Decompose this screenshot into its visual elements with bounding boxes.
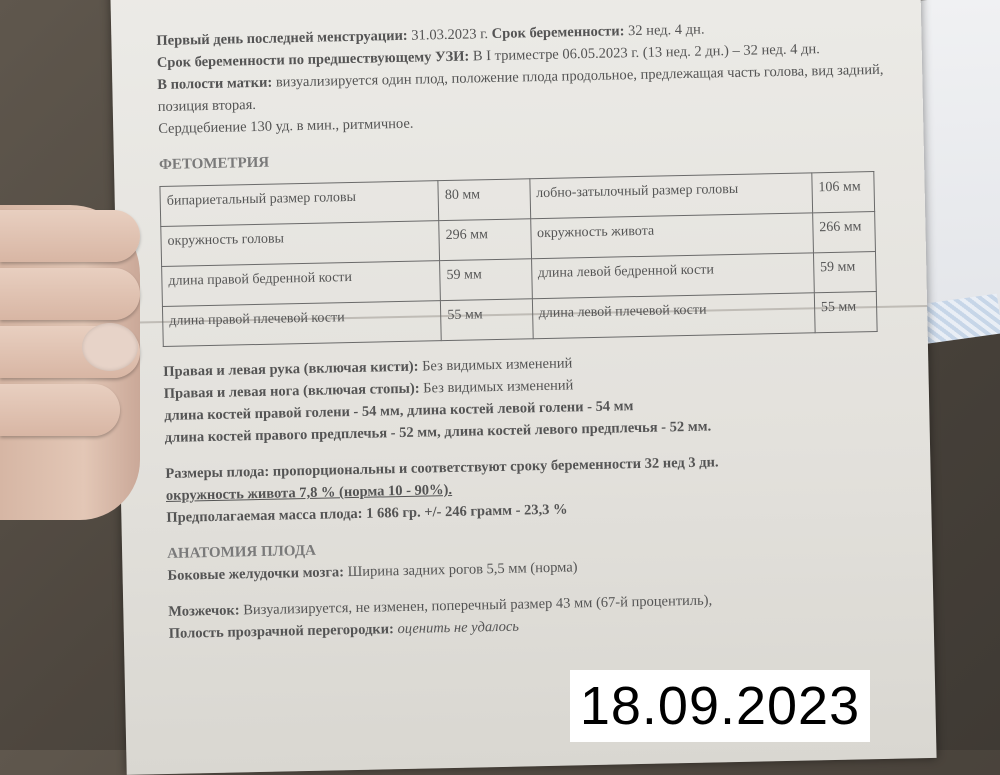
forearm-bones-line: длина костей правого предплечья - 52 мм, длина костей левого предплечья - 52 мм. [164, 418, 712, 446]
hand-finger [0, 384, 120, 436]
abdomen-percentile-line: окружность живота 7,8 % (норма 10 - 90%). [165, 481, 453, 504]
table-cell: бипариетальный размер головы [160, 181, 439, 227]
fetometry-table [159, 171, 877, 347]
date-stamp: 18.09.2023 [570, 670, 870, 742]
table-cell: длина левой бедренной кости [531, 253, 814, 299]
uterus-line: В полости матки: визуализируется один плод, положение плода продольное, предлежащая часть голова, вид задний, позиция вторая. [157, 61, 884, 116]
table-cell: 59 мм [813, 252, 876, 293]
thumb-nail [82, 323, 138, 371]
table-cell: длина левой плечевой кости [532, 293, 815, 339]
limbs-legs-line: Правая и левая нога (включая стопы): Без видимых изменений [163, 377, 574, 402]
table-cell: окружность головы [161, 221, 440, 267]
ultrasound-report-page [110, 0, 937, 775]
table-cell: 296 мм [439, 219, 531, 261]
table-cell: 106 мм [812, 172, 875, 213]
heartbeat-line: Сердцебиение 130 уд. в мин., ритмичное. [158, 115, 414, 138]
report-content [156, 15, 899, 645]
ventricles-line: Боковые желудочки мозга: Ширина задних рогов 5,5 мм (норма) [167, 559, 578, 584]
anatomy-heading: АНАТОМИЯ ПЛОДА [166, 542, 317, 562]
hand-finger [0, 210, 140, 262]
fetal-weight-line: Предполагаемая масса плода: 1 686 гр. +/- 246 грамм - 23,3 % [166, 501, 568, 526]
table-cell: длина правой плечевой кости [162, 301, 441, 347]
cerebellum-line: Мозжечок: Визуализируется, не изменен, поперечный размер 43 мм (67-й процентиль), [168, 592, 713, 620]
lmp-line: Первый день последней менструации: 31.03.2023 г. Срок беременности: 32 нед. 4 дн. [156, 21, 705, 50]
table-cell: 55 мм [441, 299, 533, 341]
table-cell: лобно-затылочный размер головы [529, 173, 812, 219]
table-cell: 55 мм [814, 292, 877, 333]
table-cell: 80 мм [438, 179, 530, 221]
table-cell: 266 мм [812, 212, 875, 253]
fetal-size-line: Размеры плода: пропорциональны и соответствуют сроку беременности 32 нед 3 дн. [165, 454, 719, 482]
table-cell: 59 мм [440, 259, 532, 301]
limbs-hands-line: Правая и левая рука (включая кисти): Без видимых изменений [163, 355, 573, 380]
septum-line: Полость прозрачной перегородки: оценить не удалось [168, 618, 520, 642]
shin-bones-line: длина костей правой голени - 54 мм, длина костей левой голени - 54 мм [164, 398, 634, 424]
hand-finger [0, 268, 140, 320]
table-cell: окружность живота [530, 213, 813, 259]
previous-ultrasound-line: Срок беременности по предшествующему УЗИ: В I триместре 06.05.2023 г. (13 нед. 2 дн.) – 32 нед. 4 дн. [156, 41, 820, 72]
fetometry-heading: ФЕТОМЕТРИЯ [158, 154, 270, 174]
table-cell: длина правой бедренной кости [162, 261, 441, 307]
